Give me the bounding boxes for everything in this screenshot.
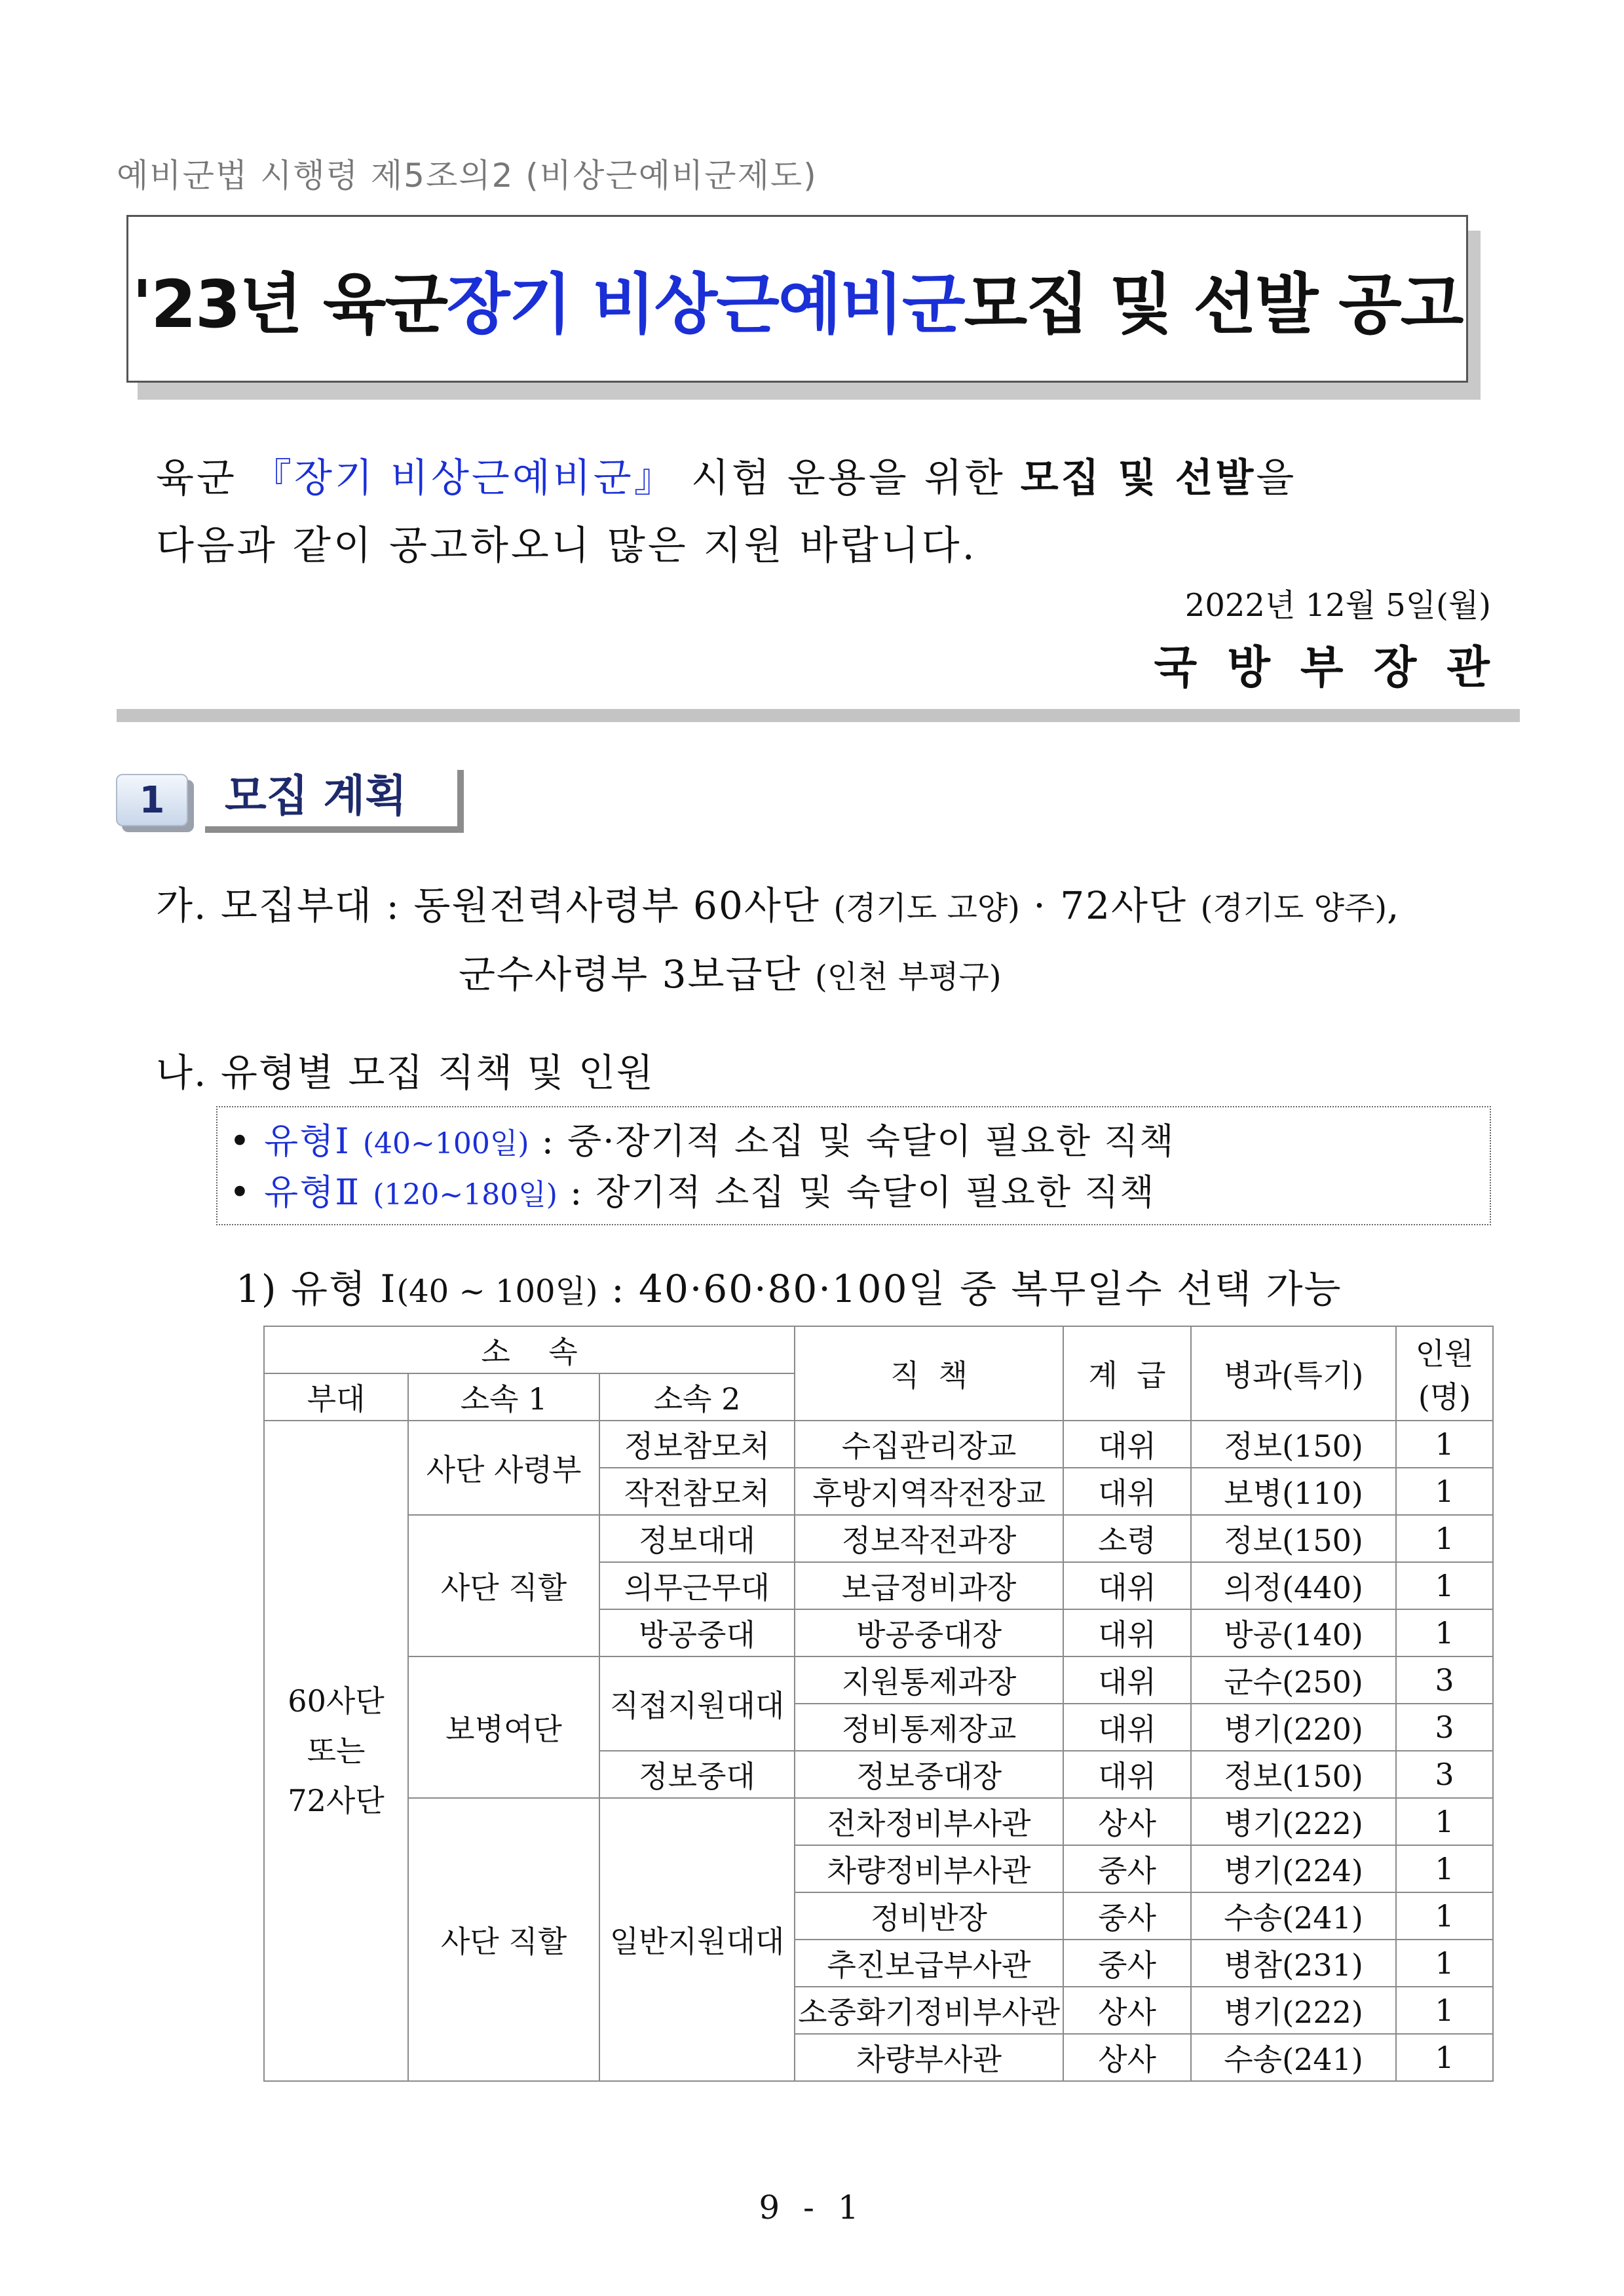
header-affiliation: 소 속 (264, 1326, 795, 1373)
specialty-cell: 정보(150) (1191, 1421, 1396, 1468)
position-cell: 수집관리장교 (795, 1421, 1063, 1468)
unit3-location: (인천 부평구) (815, 959, 1002, 995)
rank-cell: 중사 (1063, 1892, 1191, 1940)
group-cell: 보병여단 (408, 1656, 599, 1798)
specialty-cell: 정보(150) (1191, 1515, 1396, 1562)
position-cell: 전차정비부사관 (795, 1798, 1063, 1845)
aff2-cell: 직접지원대대 (599, 1656, 795, 1751)
specialty-cell: 병기(224) (1191, 1845, 1396, 1892)
rank-cell: 대위 (1063, 1421, 1191, 1468)
count-cell: 3 (1396, 1751, 1493, 1798)
table-row (264, 1515, 1493, 1562)
specialty-cell: 병참(231) (1191, 1940, 1396, 1987)
title-part1: '23년 육군 (132, 266, 447, 343)
count-cell: 1 (1396, 1798, 1493, 1845)
specialty-cell: 병기(222) (1191, 1987, 1396, 2034)
aff2-cell: 정보대대 (599, 1515, 795, 1562)
header-aff1: 소속 1 (408, 1373, 599, 1421)
types-box (216, 1106, 1491, 1225)
position-cell: 방공중대장 (795, 1609, 1063, 1656)
specialty-cell: 의정(440) (1191, 1562, 1396, 1609)
aff2-cell: 정보참모처 (599, 1421, 795, 1468)
specialty-cell: 방공(140) (1191, 1609, 1396, 1656)
page-number: 9 - 1 (759, 2189, 865, 2227)
section-number: 1 (116, 774, 188, 826)
unit3-name: 군수사령부 3보급단 (459, 952, 815, 997)
aff2-cell: 정보중대 (599, 1751, 795, 1798)
specialty-cell: 병기(220) (1191, 1704, 1396, 1751)
count-cell: 1 (1396, 1892, 1493, 1940)
rank-cell: 대위 (1063, 1468, 1191, 1515)
rank-cell: 상사 (1063, 2034, 1191, 2081)
rank-cell: 대위 (1063, 1562, 1191, 1609)
position-cell: 보급정비과장 (795, 1562, 1063, 1609)
subsection-heading (236, 1258, 1342, 1313)
subsection-days: (40 ~ 100일) (396, 1273, 598, 1310)
header-position: 직 책 (795, 1326, 1063, 1421)
position-cell: 정보중대장 (795, 1751, 1063, 1798)
position-cell: 차량정비부사관 (795, 1845, 1063, 1892)
type-name: 유형Ⅰ (264, 1120, 363, 1162)
header-unit: 부대 (264, 1373, 408, 1421)
rank-cell: 상사 (1063, 1987, 1191, 2034)
specialty-cell: 군수(250) (1191, 1656, 1396, 1704)
table-row (264, 1798, 1493, 1845)
subsection-desc: : 40·60·80·100일 중 복무일수 선택 가능 (597, 1267, 1342, 1311)
count-cell: 1 (1396, 1609, 1493, 1656)
title-highlight: 장기 비상근예비군 (447, 266, 964, 343)
units-trail: , (1387, 883, 1401, 928)
rank-cell: 대위 (1063, 1751, 1191, 1798)
position-cell: 후방지역작전장교 (795, 1468, 1063, 1515)
title-part2: 모집 및 선발 공고 (964, 266, 1463, 343)
header-aff2: 소속 2 (599, 1373, 795, 1421)
count-cell: 1 (1396, 1845, 1493, 1892)
type-name: 유형Ⅱ (264, 1172, 373, 1213)
aff2-cell: 일반지원대대 (599, 1798, 795, 2081)
issue-date: 2022년 12월 5일(월) (1184, 587, 1491, 624)
rank-cell: 대위 (1063, 1656, 1191, 1704)
issuer: 국방부장관 (1154, 642, 1520, 694)
bullet: • (229, 1172, 265, 1213)
aff2-cell: 작전참모처 (599, 1468, 795, 1515)
specialty-cell: 병기(222) (1191, 1798, 1396, 1845)
position-cell: 정보작전과장 (795, 1515, 1063, 1562)
type-desc: : 장기적 소집 및 숙달이 필요한 직책 (557, 1172, 1156, 1213)
rank-cell: 중사 (1063, 1845, 1191, 1892)
group-cell: 사단 사령부 (408, 1421, 599, 1515)
section-title: 모집 계획 (205, 770, 464, 833)
header-count-line2: (명) (1418, 1379, 1471, 1415)
law-reference: 예비군법 시행령 제5조의2 (비상근예비군제도) (117, 157, 818, 195)
units-label: 가. 모집부대 : 동원전력사령부 60사단 (156, 883, 834, 928)
count-cell: 1 (1396, 1940, 1493, 1987)
type-item (229, 1168, 1490, 1219)
positions-table (263, 1326, 1494, 2082)
count-cell: 1 (1396, 1562, 1493, 1609)
intro-text-b: 시험 운용을 위한 (690, 455, 1021, 501)
types-heading: 나. 유형별 모집 직책 및 인원 (156, 1050, 654, 1095)
position-cell: 차량부사관 (795, 2034, 1063, 2081)
type-desc: : 중·장기적 소집 및 숙달이 필요한 직책 (529, 1120, 1175, 1162)
unit-cell (264, 1421, 408, 2081)
unit1-location: (경기도 고양) (833, 890, 1020, 927)
intro-text-a: 육군 (156, 455, 252, 501)
recruiting-units-line-1 (156, 875, 1401, 930)
table-row (264, 1421, 1493, 1468)
count-cell: 1 (1396, 1515, 1493, 1562)
intro-line-2: 다음과 같이 공고하오니 많은 지원 바랍니다. (156, 523, 977, 569)
recruiting-units-line-2 (459, 944, 1002, 999)
type-days: (40~100일) (362, 1127, 529, 1160)
group-cell: 사단 직할 (408, 1798, 599, 2081)
count-cell: 1 (1396, 2034, 1493, 2081)
group-cell: 사단 직할 (408, 1515, 599, 1656)
type-days: (120~180일) (373, 1178, 557, 1212)
header-count (1396, 1326, 1493, 1421)
count-cell: 3 (1396, 1704, 1493, 1751)
table-row (264, 1656, 1493, 1704)
position-cell: 소중화기정비부사관 (795, 1987, 1063, 2034)
header-count-line1: 인원 (1415, 1336, 1474, 1371)
position-cell: 정비반장 (795, 1892, 1063, 1940)
aff2-cell: 의무근무대 (599, 1562, 795, 1609)
intro-bold: 모집 및 선발 (1020, 455, 1256, 501)
specialty-cell: 보병(110) (1191, 1468, 1396, 1515)
intro-highlight: 『장기 비상근예비군』 (252, 455, 676, 501)
bullet: • (229, 1120, 265, 1162)
specialty-cell: 정보(150) (1191, 1751, 1396, 1798)
document-title (126, 215, 1468, 383)
aff2-cell: 방공중대 (599, 1609, 795, 1656)
unit-label-line: 72사단 (288, 1783, 385, 1818)
specialty-cell: 수송(241) (1191, 2034, 1396, 2081)
unit-label-line: 60사단 (288, 1683, 385, 1719)
rank-cell: 상사 (1063, 1798, 1191, 1845)
count-cell: 1 (1396, 1421, 1493, 1468)
count-cell: 1 (1396, 1468, 1493, 1515)
specialty-cell: 수송(241) (1191, 1892, 1396, 1940)
type-item (229, 1117, 1490, 1168)
rank-cell: 대위 (1063, 1609, 1191, 1656)
header-rank: 계 급 (1063, 1326, 1191, 1421)
rank-cell: 중사 (1063, 1940, 1191, 1987)
intro-line-1 (156, 447, 1296, 503)
count-cell: 1 (1396, 1987, 1493, 2034)
rank-cell: 소령 (1063, 1515, 1191, 1562)
count-cell: 3 (1396, 1656, 1493, 1704)
position-cell: 추진보급부사관 (795, 1940, 1063, 1987)
rank-cell: 대위 (1063, 1704, 1191, 1751)
position-cell: 정비통제장교 (795, 1704, 1063, 1751)
units-separator: · 72사단 (1019, 883, 1201, 928)
intro-text-c: 을 (1256, 455, 1297, 501)
unit2-location: (경기도 양주) (1200, 890, 1388, 927)
divider (117, 709, 1520, 722)
subsection-main: 1) 유형 Ⅰ (236, 1267, 397, 1311)
position-cell: 지원통제과장 (795, 1656, 1063, 1704)
unit-label-line: 또는 (307, 1733, 366, 1769)
header-specialty: 병과(특기) (1191, 1326, 1396, 1421)
